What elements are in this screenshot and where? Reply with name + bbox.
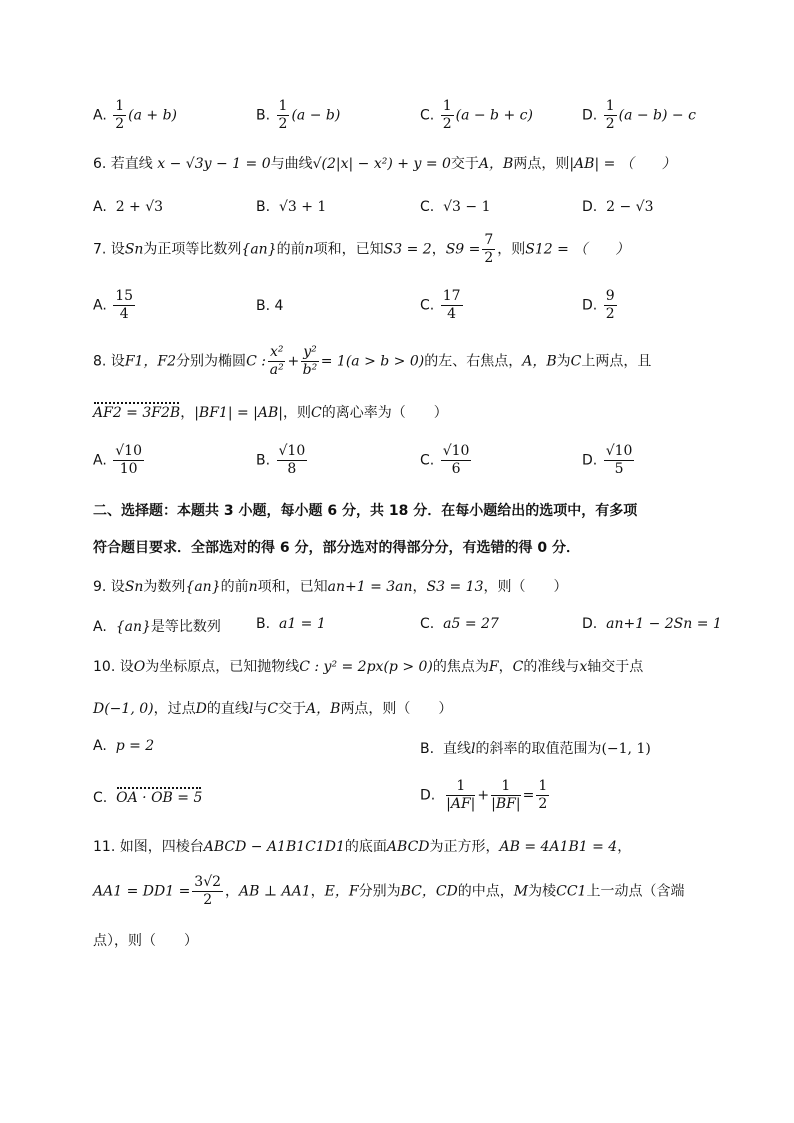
denominator: 10	[119, 461, 138, 477]
math-term: F	[488, 659, 499, 675]
option-letter: B.	[420, 741, 435, 757]
point: D(−1, 0)	[93, 701, 154, 717]
question-text: 两点，则	[513, 156, 570, 172]
question-text: 6. 若直线	[93, 156, 158, 172]
points: E，F	[324, 883, 359, 900]
points: A，B	[478, 156, 514, 172]
option-letter: A.	[93, 199, 107, 215]
option-text: 直线	[442, 741, 471, 757]
q7-options	[93, 288, 714, 328]
math-term: {an}	[185, 579, 221, 595]
punct: ，	[498, 659, 513, 675]
q10-options-row2	[93, 778, 714, 822]
fraction	[604, 98, 617, 133]
q10-stem-line2	[93, 698, 714, 718]
q10-stem	[93, 656, 714, 676]
fraction	[113, 288, 135, 323]
denominator: 2	[278, 116, 288, 132]
math-term: l	[248, 701, 254, 717]
q10-option-b	[420, 738, 651, 758]
question-ask: |AB| = （ ）	[569, 156, 676, 172]
math-term: M	[513, 883, 529, 900]
question-text: 为正项等比数列	[143, 241, 242, 258]
numerator: 1	[278, 98, 288, 114]
math-term: C	[311, 405, 322, 421]
denominator: 2	[605, 116, 615, 132]
q8-stem-line2	[93, 402, 714, 422]
equation: |BF1| = |AB|	[194, 405, 283, 421]
math-term: C	[267, 701, 279, 717]
question-text: 10. 设	[93, 659, 134, 675]
question-text: 的底面	[344, 839, 387, 855]
equation: an+1 = 3an	[327, 579, 413, 595]
math-term: CC1	[556, 883, 587, 900]
q5-option-c	[420, 98, 533, 133]
q9-option-d	[582, 616, 722, 632]
equation: AB = 4A1B1 = 4	[499, 839, 618, 855]
fraction	[268, 344, 286, 379]
denominator: 5	[614, 461, 624, 477]
option-expr: (a + b)	[128, 107, 178, 124]
q9-options	[93, 616, 722, 636]
denominator: 4	[447, 306, 457, 322]
option-value: 2 − √3	[606, 199, 654, 215]
fraction	[441, 443, 472, 478]
q6-option-c	[420, 199, 491, 215]
question-text: 8. 设	[93, 353, 125, 370]
q7-stem	[93, 232, 714, 272]
numerator: 1	[446, 778, 475, 796]
question-text: 的前	[276, 241, 305, 258]
fraction	[277, 443, 308, 478]
numerator: 3√2	[194, 874, 222, 890]
numerator: √10	[605, 443, 633, 459]
denominator: 6	[451, 461, 461, 477]
option-value: √3 − 1	[443, 199, 491, 215]
option-value: √3 + 1	[278, 199, 327, 215]
question-text: ，过点	[153, 701, 196, 717]
question-text: 为棱	[528, 883, 557, 900]
q10-option-a	[93, 738, 154, 754]
punct: ，	[310, 883, 325, 900]
equation: x − √3y − 1 = 0	[157, 156, 271, 172]
q7-option-a	[93, 288, 137, 323]
fraction	[277, 98, 290, 133]
option-letter: C.	[420, 452, 435, 469]
operator: =	[522, 787, 535, 804]
math-term: l	[470, 741, 476, 757]
fraction	[192, 874, 223, 909]
option-letter: C.	[420, 297, 435, 314]
math-term: O	[133, 659, 146, 675]
option-letter: B.	[256, 199, 271, 215]
fraction	[441, 98, 454, 133]
question-text: 的离心率为（ ）	[321, 405, 448, 421]
q10-option-c	[93, 790, 202, 806]
q9-option-c	[420, 616, 499, 632]
q8-option-c	[420, 443, 473, 478]
option-letter: A.	[93, 619, 107, 635]
question-text: 上两点，且	[581, 353, 652, 370]
denominator: 4	[119, 306, 129, 322]
section-2-instructions: 符合题目要求．全部选对的得 6 分，部分选对的得部分分，有选错的得 0 分．	[93, 540, 580, 556]
equation: √(2|x| − x²) + y = 0	[312, 156, 451, 172]
option-text: 的斜率的取值范围为	[475, 741, 602, 757]
denominator: 2	[484, 250, 494, 266]
q5-option-b	[256, 98, 340, 133]
math-term: ABCD	[386, 839, 430, 855]
numerator: 17	[442, 288, 461, 304]
option-letter: A.	[93, 107, 107, 124]
option-expr: (a − b)	[291, 107, 341, 124]
option-letter: A.	[93, 297, 107, 314]
q5-option-d	[582, 98, 696, 133]
math-term: S3 = 2	[383, 241, 432, 258]
numerator: x²	[269, 344, 284, 360]
option-letter: D.	[582, 297, 598, 314]
option-expr: (a − b) − c	[618, 107, 696, 124]
question-ask: ，则（ ）	[483, 579, 568, 595]
option-value: OA · OB = 5	[116, 790, 203, 806]
q9-option-a	[93, 616, 221, 636]
q8-option-a	[93, 443, 146, 478]
question-text: 为	[556, 353, 571, 370]
punct: ，	[225, 883, 240, 900]
math-term: C	[570, 353, 582, 370]
option-value: (−1, 1)	[601, 741, 651, 757]
question-text: 的直线	[206, 701, 249, 717]
question-text: 为正方形，	[429, 839, 500, 855]
question-text: 9. 设	[93, 579, 125, 595]
q7-option-d	[582, 288, 619, 323]
numerator: 1	[115, 98, 125, 114]
numerator: 15	[115, 288, 134, 304]
option-value: B. 4	[256, 298, 284, 314]
option-value: a1 = 1	[278, 616, 326, 632]
option-value: {an}	[115, 619, 151, 635]
question-text: 11. 如图，四棱台	[93, 839, 204, 855]
fraction	[482, 232, 495, 267]
math-term: S9 =	[445, 241, 481, 258]
q6-option-d	[582, 199, 654, 215]
vector-equation: AF2 = 3F2B	[93, 405, 181, 421]
q9-stem	[93, 576, 714, 596]
option-letter: C.	[420, 199, 435, 215]
fraction	[536, 778, 549, 813]
denominator: |BF|	[491, 796, 521, 812]
question-text: 分别为	[358, 883, 401, 900]
section-2-heading: 二、选择题：本题共 3 小题，每小题 6 分，共 18 分．在每小题给出的选项中，有多项	[93, 503, 638, 519]
option-letter: D.	[582, 616, 598, 632]
denominator: 2	[538, 796, 548, 812]
denominator: 2	[442, 116, 452, 132]
denominator: a²	[269, 362, 284, 378]
equation: AB ⊥ AA1	[239, 883, 311, 900]
math-term: n	[304, 241, 314, 258]
option-letter: A.	[93, 738, 107, 754]
question-text: 轴交于点	[587, 659, 644, 675]
option-value: an+1 − 2Sn = 1	[606, 616, 722, 632]
question-text: 与	[253, 701, 268, 717]
question-text: 的左、右焦点，	[424, 353, 523, 370]
question-ask: S12 = （ ）	[525, 241, 630, 258]
denominator: 2	[115, 116, 125, 132]
question-text: 交于	[450, 156, 479, 172]
fraction	[604, 288, 617, 323]
equation: S3 = 13	[426, 579, 484, 595]
option-letter: D.	[582, 199, 598, 215]
option-value: p = 2	[115, 738, 155, 754]
numerator: 1	[605, 98, 615, 114]
q5-options	[93, 98, 714, 132]
option-letter: A.	[93, 452, 107, 469]
math-term: BC，CD	[400, 883, 458, 900]
operator: +	[477, 787, 490, 804]
numerator: √10	[442, 443, 470, 459]
question-text: 上一动点（含端	[586, 883, 685, 900]
question-text: 项和，已知	[257, 579, 328, 595]
fraction	[301, 344, 319, 379]
operator: +	[287, 353, 300, 370]
q5-option-a	[93, 98, 177, 133]
fraction	[113, 443, 144, 478]
numerator: 1	[538, 778, 548, 794]
q8-options	[93, 443, 714, 483]
points: A，B	[306, 701, 341, 717]
denominator: 2	[203, 892, 213, 908]
q8-stem	[93, 344, 714, 384]
equation: C : y² = 2px(p > 0)	[299, 659, 433, 675]
q7-option-c	[420, 288, 465, 323]
points: A，B	[522, 353, 557, 370]
question-text: 分别为椭圆	[176, 353, 247, 370]
option-letter: B.	[256, 452, 271, 469]
question-text: ，则	[497, 241, 526, 258]
numerator: 1	[491, 778, 520, 796]
question-text: ，则	[283, 405, 311, 421]
math-term: {an}	[241, 241, 277, 258]
fraction	[113, 98, 126, 133]
math-term: x	[579, 659, 588, 675]
math-term: Sn	[124, 579, 144, 595]
option-value: 2 + √3	[115, 199, 164, 215]
q7-option-b	[256, 298, 283, 314]
punct: ，	[180, 405, 195, 421]
equation: = 1(a > b > 0)	[320, 353, 425, 370]
punct: ，	[431, 241, 446, 258]
q8-option-b	[256, 443, 309, 478]
math-term: ABCD − A1B1C1D1	[203, 839, 345, 855]
math-term: C	[512, 659, 524, 675]
math-term: Sn	[124, 241, 144, 258]
q8-option-d	[582, 443, 636, 478]
question-text: 与曲线	[270, 156, 313, 172]
question-text: 的准线与	[523, 659, 580, 675]
option-letter: D.	[420, 787, 436, 804]
punct: ，	[617, 839, 632, 855]
q11-stem-line2	[93, 874, 714, 914]
option-letter: B.	[256, 107, 271, 124]
option-value: a5 = 27	[443, 616, 499, 632]
fraction	[446, 778, 475, 813]
q11-stem-line3: 点），则（ ）	[93, 933, 198, 949]
question-ask: 两点，则（ ）	[340, 701, 453, 717]
question-text: 为坐标原点，已知抛物线	[145, 659, 300, 675]
math-term: D	[195, 701, 207, 717]
numerator: y²	[303, 344, 317, 360]
math-term: C :	[246, 353, 266, 370]
numerator: √10	[278, 443, 306, 459]
punct: ，	[412, 579, 427, 595]
fraction	[604, 443, 635, 478]
numerator: 7	[484, 232, 494, 248]
question-text: 7. 设	[93, 241, 125, 258]
question-text: 项和，已知	[313, 241, 384, 258]
option-letter: C.	[93, 790, 108, 806]
denominator: |AF|	[446, 796, 476, 812]
q6-option-b	[256, 199, 326, 215]
question-text: 的中点，	[457, 883, 514, 900]
numerator: 9	[605, 288, 615, 304]
denominator: 8	[287, 461, 297, 477]
option-letter: C.	[420, 616, 435, 632]
math-term: F1，F2	[124, 353, 177, 370]
option-expr: (a − b + c)	[455, 107, 533, 124]
q6-option-a	[93, 199, 163, 215]
q6-stem	[93, 153, 714, 173]
fraction	[441, 288, 463, 323]
q6-options	[93, 199, 714, 219]
question-text: 交于	[278, 701, 307, 717]
q9-option-b	[256, 616, 326, 632]
math-term: n	[248, 579, 258, 595]
fraction	[491, 778, 520, 813]
option-letter: D.	[582, 107, 598, 124]
question-text: 的前	[220, 579, 249, 595]
question-text: 为数列	[143, 579, 186, 595]
option-letter: D.	[582, 452, 598, 469]
option-letter: C.	[420, 107, 435, 124]
q10-options-row1	[93, 738, 714, 758]
denominator: b²	[302, 362, 318, 378]
numerator: √10	[115, 443, 142, 459]
question-text: 的焦点为	[432, 659, 489, 675]
equation: AA1 = DD1 =	[93, 883, 191, 900]
option-text: 是等比数列	[150, 619, 221, 635]
q11-stem	[93, 836, 714, 856]
denominator: 2	[605, 306, 615, 322]
option-letter: B.	[256, 616, 271, 632]
numerator: 1	[442, 98, 452, 114]
q10-option-d	[420, 778, 551, 813]
